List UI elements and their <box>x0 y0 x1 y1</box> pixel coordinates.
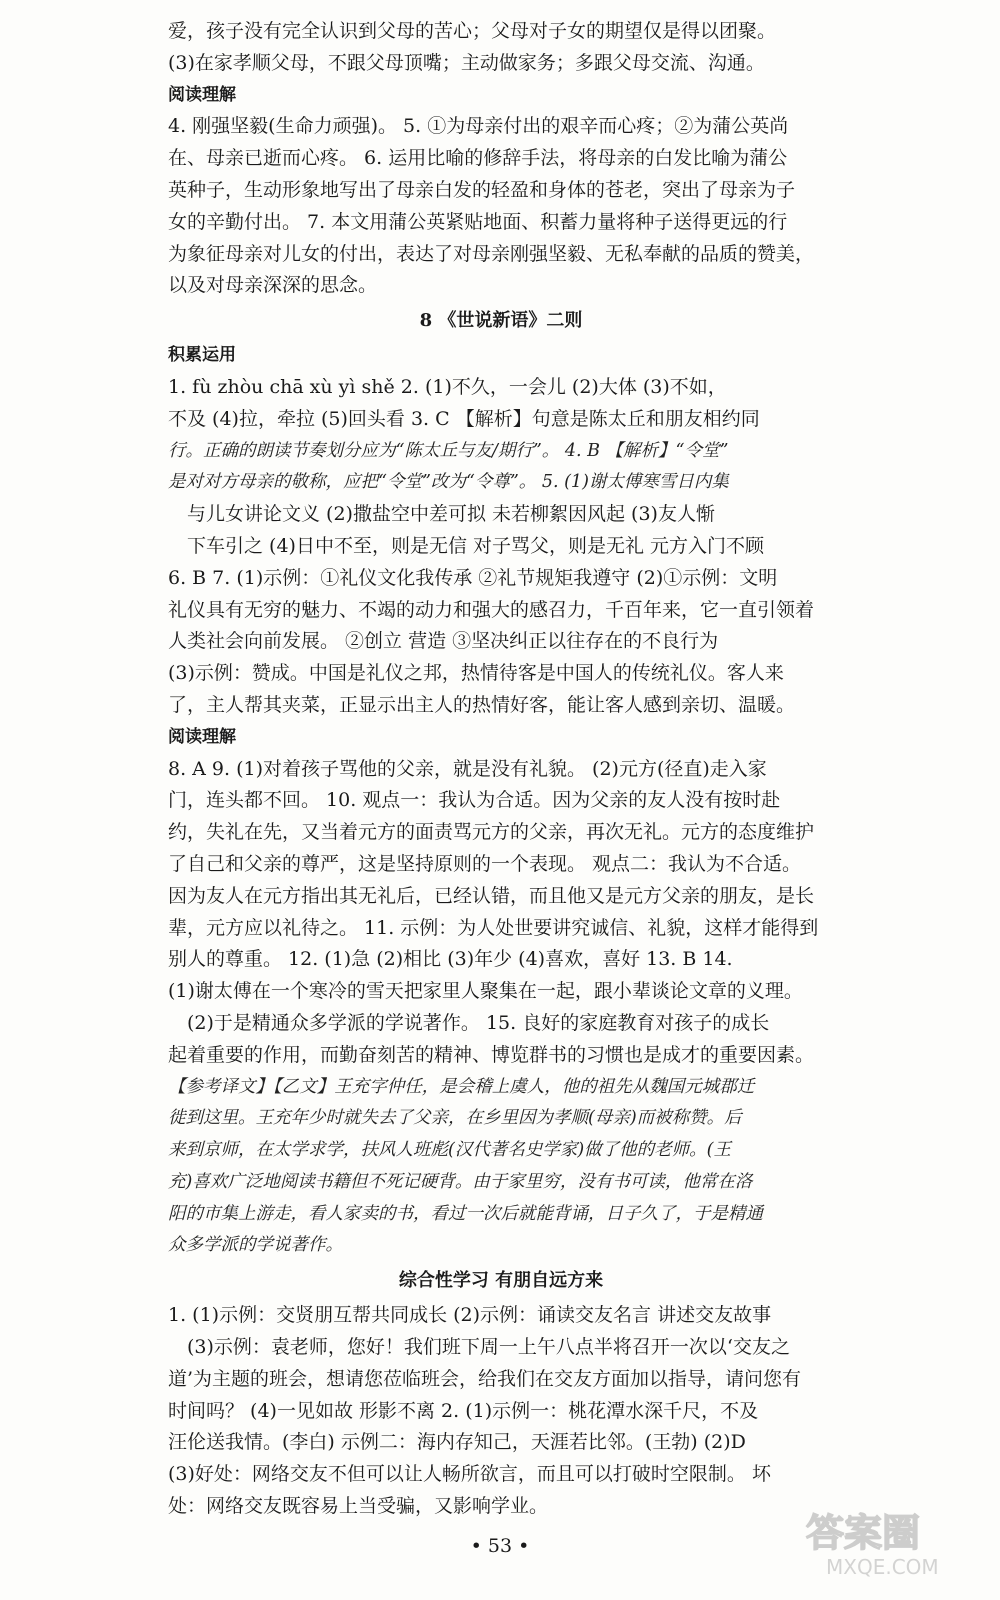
text-line: 是对对方母亲的敬称，应把“令堂”改为“令尊”。 5. (1)谢太傅寒雪日内集 <box>168 472 729 493</box>
text-line: 人类社会向前发展。 ②创立 营造 ③坚决纠正以往存在的不良行为 <box>168 630 719 653</box>
reference-translation-line: 充)喜欢广泛地阅读书籍但不死记硬背。由于家里穷，没有书可读，他常在洛 <box>168 1171 753 1192</box>
text-line: (3)好处：网络交友不但可以让人畅所欲言，而且可以打破时空限制。 坏 <box>168 1463 771 1486</box>
text-line: 起着重要的作用，而勤奋刻苦的精神、博览群书的习惯也是成才的重要因素。 <box>168 1043 815 1066</box>
section-heading-reading: 阅读理解 <box>168 726 236 747</box>
section-heading-reading: 阅读理解 <box>168 84 236 105</box>
text-line: 礼仪具有无穷的魅力、不竭的动力和强大的感召力，千百年来，它一直引领着 <box>168 598 815 621</box>
watermark-text: 答案圈 <box>806 1511 921 1555</box>
reference-translation-line: 【参考译文】【乙文】王充字仲任，是会稽上虞人，他的祖先从魏国元城郡迁 <box>168 1076 755 1097</box>
text-line: 不及 (4)拉，牵拉 (5)回头看 3. C 【解析】句意是陈太丘和朋友相约同 <box>168 407 760 430</box>
text-line: (3)示例：赞成。中国是礼仪之邦，热情待客是中国人的传统礼仪。客人来 <box>168 662 784 685</box>
text-line: 道’为主题的班会，想请您莅临班会，给我们在交友方面加以指导，请问您有 <box>168 1367 802 1390</box>
reference-translation-line: 众多学派的学说著作。 <box>168 1235 343 1256</box>
text-line: 女的辛勤付出。 7. 本文用蒲公英紧贴地面、积蓄力量将种子送得更远的行 <box>168 210 788 233</box>
text-line: 时间吗？ (4)一见如故 形影不离 2. (1)示例一：桃花潭水深千尺，不及 <box>168 1399 759 1422</box>
text-line: 与儿女讲论文义 (2)撒盐空中差可拟 未若柳絮因风起 (3)友人惭 <box>187 503 715 526</box>
text-line: (2)于是精通众多学派的学说著作。 15. 良好的家庭教育对孩子的成长 <box>187 1011 770 1034</box>
text-line: 别人的尊重。 12. (1)急 (2)相比 (3)年少 (4)喜欢，喜好 13. B 14. <box>168 948 733 971</box>
text-line: 汪伦送我情。(李白) 示例二：海内存知己，天涯若比邻。(王勃) (2)D <box>168 1431 746 1454</box>
reference-translation-line: 来到京师，在太学求学，扶风人班彪(汉代著名史学家)做了他的老师。(王 <box>168 1140 731 1161</box>
watermark-logo <box>796 1502 976 1582</box>
text-line: 因为友人在元方指出其无礼后，已经认错，而且他又是元方父亲的朋友，是长 <box>168 884 815 907</box>
section-heading-accumulation: 积累运用 <box>168 345 236 366</box>
text-line: 1. fù zhòu chā xù yì shě 2. (1)不久，一会儿 (2)大体 (3)不如， <box>168 375 727 398</box>
page-number: • 53 • <box>470 1535 530 1557</box>
text-line: 了，主人帮其夹菜，正显示出主人的热情好客，能让客人感到亲切、温暖。 <box>168 693 796 716</box>
text-line: 门，连头都不回。 10. 观点一：我认为合适。因为父亲的友人没有按时赴 <box>168 789 781 812</box>
chapter-title: 综合性学习 有朋自远方来 <box>398 1270 604 1292</box>
text-line: 下车引之 (4)日中不至，则是无信 对子骂父，则是无礼 元方入门不顾 <box>187 534 765 557</box>
text-line: 辈，元方应以礼待之。 11. 示例：为人处世要讲究诚信、礼貌，这样才能得到 <box>168 916 819 939</box>
text-line: 处：网络交友既容易上当受骗，又影响学业。 <box>168 1495 549 1518</box>
text-line: 行。正确的朗读节奏划分应为“陈太丘与友/期行”。 4. B 【解析】“令堂” <box>168 440 729 461</box>
text-line: 在、母亲已逝而心疼。 6. 运用比喻的修辞手法，将母亲的白发比喻为蒲公 <box>168 147 788 170</box>
text-line: 6. B 7. (1)示例：①礼仪文化我传承 ②礼节规矩我遵守 (2)①示例：文明 <box>168 566 778 589</box>
watermark-url: MXQE.COM <box>826 1555 939 1579</box>
text-line: 爱，孩子没有完全认识到父母的苦心；父母对子女的期望仅是得以团聚。 <box>168 20 777 42</box>
text-line: 英种子，生动形象地写出了母亲白发的轻盈和身体的苍老，突出了母亲为子 <box>168 178 796 201</box>
reference-translation-line: 徙到这里。王充年少时就失去了父亲，在乡里因为孝顺(母亲)而被称赞。后 <box>168 1108 742 1129</box>
text-line: 8. A 9. (1)对着孩子骂他的父亲，就是没有礼貌。 (2)元方(径直)走入家 <box>168 757 767 780</box>
text-line: (3)在家孝顺父母，不跟父母顶嘴；主动做家务；多跟父母交流、沟通。 <box>168 51 765 74</box>
text-line: (3)示例：袁老师，您好！我们班下周一上午八点半将召开一次以‘交友之 <box>187 1336 790 1359</box>
chapter-title: 8 《世说新语》二则 <box>419 310 583 332</box>
text-line: 1. (1)示例：交贤朋互帮共同成长 (2)示例：诵读交友名言 讲述交友故事 <box>168 1304 772 1327</box>
text-line: 4. 刚强坚毅(生命力顽强)。 5. ①为母亲付出的艰辛而心疼；②为蒲公英尚 <box>168 115 789 138</box>
text-line: 以及对母亲深深的思念。 <box>168 274 378 297</box>
answer-page <box>168 16 834 1523</box>
text-line: (1)谢太傅在一个寒冷的雪天把家里人聚集在一起，跟小辈谈论文章的义理。 <box>168 980 803 1003</box>
text-line: 了自己和父亲的尊严，这是坚持原则的一个表现。 观点二：我认为不合适。 <box>168 852 802 875</box>
reference-translation-line: 阳的市集上游走，看人家卖的书，看过一次后就能背诵，日子久了，于是精通 <box>168 1203 763 1224</box>
text-line: 为象征母亲对儿女的付出，表达了对母亲刚强坚毅、无私奉献的品质的赞美， <box>168 242 815 265</box>
text-line: 约，失礼在先，又当着元方的面责骂元方的父亲，再次无礼。元方的态度维护 <box>168 821 815 844</box>
